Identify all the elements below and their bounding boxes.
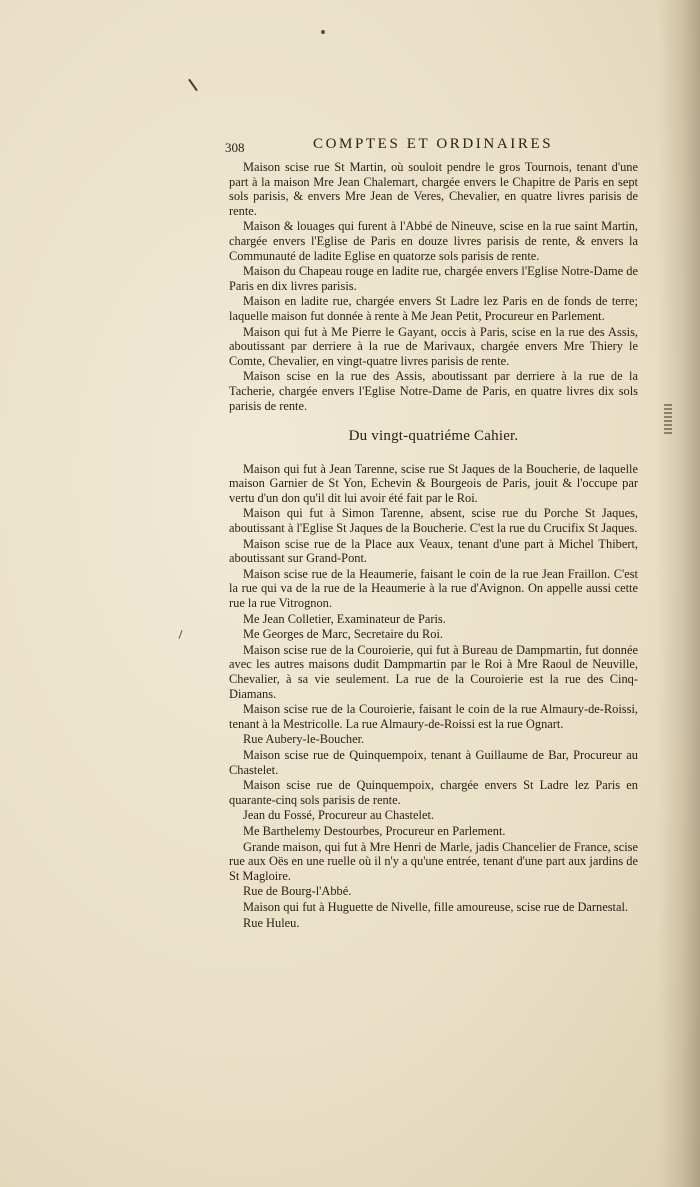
section-heading: Du vingt-quatriéme Cahier. — [348, 428, 519, 445]
paragraph: Maison scise rue de Quinquempoix, chargée envers St Ladre lez Paris en quarante-cinq sols parisis de rente. — [229, 778, 638, 807]
body-text — [229, 160, 638, 931]
paragraph: Maison scise rue de Quinquempoix, tenant à Guillaume de Bar, Procureur au Chastelet. — [229, 747, 638, 777]
paragraph: Rue Huleu. — [243, 915, 300, 930]
margin-bleed-through — [664, 404, 672, 434]
paragraph: Me Barthelemy Destourbes, Procureur en Parlement. — [243, 823, 506, 838]
ink-speck — [321, 30, 325, 34]
paragraph: Maison scise rue de la Heaumerie, faisant le coin de la rue Jean Fraillon. C'est la rue qui va de la rue de la Heaumerie à la rue d'Avignon. On appelle aussi cette rue la rue Vitrognon. — [229, 566, 638, 611]
page-gutter-shadow — [658, 0, 700, 1187]
paragraph: Maison du Chapeau rouge en ladite rue, chargée envers l'Eglise Notre-Dame de Paris en dix livres parisis. — [229, 264, 638, 293]
paragraph: Jean du Fossé, Procureur au Chastelet. — [243, 808, 434, 823]
paragraph: Maison qui fut à Me Pierre le Gayant, occis à Paris, scise en la rue des Assis, aboutissant par derriere à la rue de Marivaux, chargée envers Mre Thiery le Comte, Chevalier, en vingt-quatre livres parisis de rente. — [229, 324, 638, 368]
paragraph: Maison scise rue de la Couroierie, qui fut à Bureau de Dampmartin, fut donnée avec les autres maisons dudit Dampmartin par le Roi à Mre Raoul de Neuville, Chevalier, à sa vie seulement. La rue de la Couroierie est la rue des Cinq-Diamans. — [229, 642, 638, 701]
paragraph: Maison qui fut à Huguette de Nivelle, fille amoureuse, scise rue de Darnestal. — [243, 899, 629, 914]
paragraph: Rue de Bourg-l'Abbé. — [243, 884, 352, 899]
page-number: 308 — [225, 140, 245, 155]
paragraph: Me Georges de Marc, Secretaire du Roi. — [243, 627, 444, 642]
running-title: COMPTES ET ORDINAIRES — [313, 136, 554, 152]
paragraph: Maison scise rue St Martin, où souloit pendre le gros Tournois, tenant d'une part à la maison Mre Jean Chalemart, chargée envers le Chapitre de Paris en sept sols parisis, & envers Mre Jean de Veres, Chevalier, en quatre livres parisis de rente. — [229, 160, 638, 218]
ink-stroke — [188, 79, 198, 92]
ink-mark — [178, 630, 182, 639]
paragraph: Me Jean Colletier, Examinateur de Paris. — [243, 611, 446, 626]
paragraph: Maison en ladite rue, chargée envers St Ladre lez Paris en de fonds de terre; laquelle maison fut donnée à rente à Me Jean Petit, Procureur en Parlement. — [229, 294, 638, 323]
paragraph: Maison scise rue de la Couroierie, faisant le coin de la rue Almaury-de-Roissi, tenant à la Mestricolle. La rue Almaury-de-Roissi est la rue Ognart. — [229, 702, 638, 731]
paragraph: Maison & louages qui furent à l'Abbé de Nineuve, scise en la rue saint Martin, chargée envers l'Eglise de Paris en douze livres parisis de rente, & envers la Communauté de ladite Eglise en quatorze sols parisis de rente. — [229, 219, 638, 263]
page-header — [225, 136, 645, 158]
paragraph: Grande maison, qui fut à Mre Henri de Marle, jadis Chancelier de France, scise rue aux Oës en une ruelle où il n'y a qu'une entrée, tenant d'une part aux jardins de St Magloire. — [229, 839, 638, 883]
paragraph: Maison scise en la rue des Assis, aboutissant par derriere à la rue de la Tacherie, chargée envers l'Eglise Notre-Dame de Paris, en quatre livres dix sols parisis de rente. — [229, 369, 638, 413]
paragraph: Rue Aubery-le-Boucher. — [243, 732, 365, 747]
paragraph: Maison qui fut à Simon Tarenne, absent, scise rue du Porche St Jaques, aboutissant à l'Eglise St Jaques de la Boucherie. C'est la rue du Crucifix St Jaques. — [229, 506, 638, 536]
paragraph: Maison scise rue de la Place aux Veaux, tenant d'une part à Michel Thibert, aboutissant sur Grand-Pont. — [229, 536, 638, 566]
paragraph: Maison qui fut à Jean Tarenne, scise rue St Jaques de la Boucherie, de laquelle maison Garnier de St Yon, Echevin & Bourgeois de Paris, jouit & l'occupe par vertu d'un don qu'il dit lui avoir été fait par le Roi. — [229, 461, 638, 505]
